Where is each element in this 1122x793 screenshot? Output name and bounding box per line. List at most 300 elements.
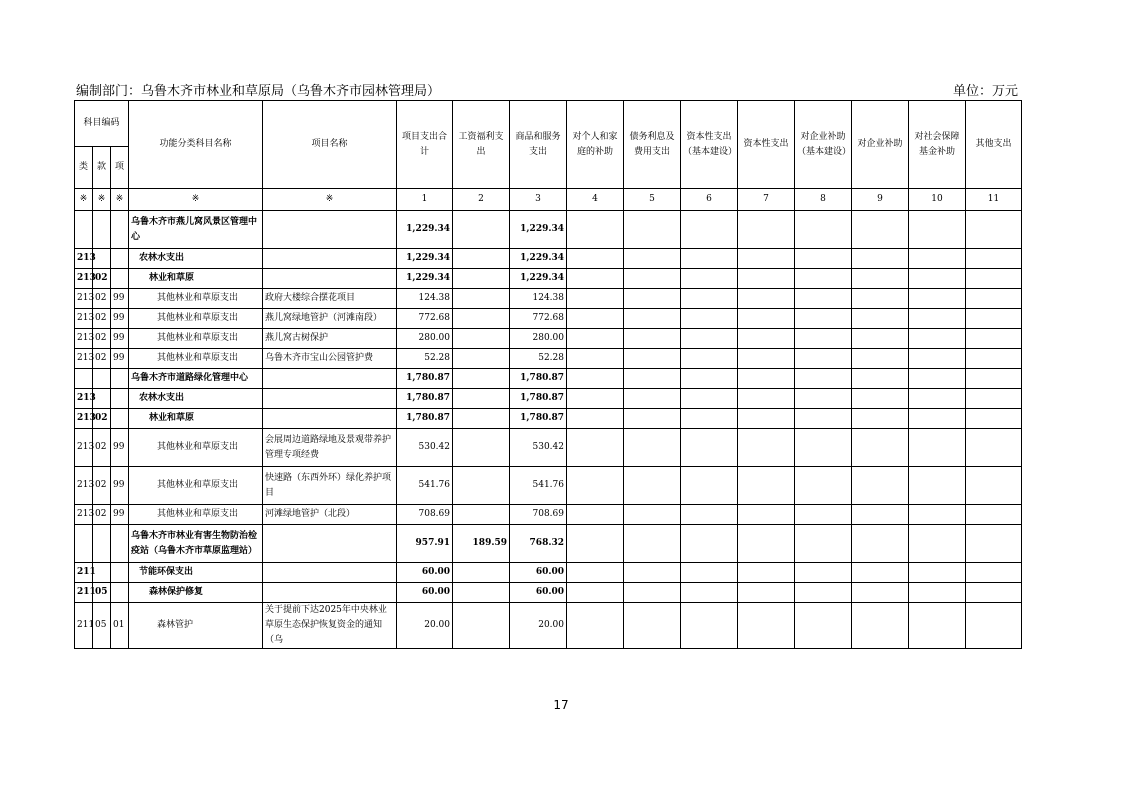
empty-cell [852,389,909,409]
marker-cell: 10 [909,189,966,211]
col-goods: 商品和服务支出 [510,101,567,189]
goods-cell: 1,229.34 [510,249,567,269]
col-enterprise-basic: 对企业补助（基本建设） [795,101,852,189]
empty-cell [966,563,1022,583]
goods-cell: 772.68 [510,309,567,329]
xiang-cell [111,269,129,289]
project-name-cell: 会展周边道路绿地及景观带养护管理专项经费 [263,429,397,467]
goods-cell: 60.00 [510,583,567,603]
kuan-cell [93,369,111,389]
project-name-cell [263,269,397,289]
empty-cell [909,369,966,389]
empty-cell [738,603,795,649]
goods-cell: 60.00 [510,563,567,583]
empty-cell [681,369,738,389]
empty-cell [681,563,738,583]
total-cell: 957.91 [397,525,453,563]
empty-cell [966,525,1022,563]
empty-cell [909,563,966,583]
empty-cell [567,563,624,583]
empty-cell [852,505,909,525]
total-cell: 541.76 [397,467,453,505]
empty-cell [795,563,852,583]
kuan-cell: 02 [93,329,111,349]
kuan-cell [93,211,111,249]
wage-cell [453,269,510,289]
empty-cell [567,603,624,649]
wage-cell [453,467,510,505]
lei-cell: 213 [75,329,93,349]
empty-cell [624,289,681,309]
kuan-cell: 05 [93,603,111,649]
xiang-cell [111,409,129,429]
marker-cell: ※ [111,189,129,211]
empty-cell [852,249,909,269]
empty-cell [681,467,738,505]
table-row [75,467,1022,505]
empty-cell [681,505,738,525]
empty-cell [909,525,966,563]
empty-cell [795,409,852,429]
wage-cell [453,349,510,369]
empty-cell [681,603,738,649]
wage-cell [453,505,510,525]
func-name-cell: 林业和草原 [129,409,263,429]
empty-cell [624,249,681,269]
func-name-cell: 其他林业和草原支出 [129,467,263,505]
func-name-cell: 乌鲁木齐市道路绿化管理中心 [129,369,263,389]
wage-cell [453,389,510,409]
empty-cell [795,583,852,603]
col-total: 项目支出合计 [397,101,453,189]
empty-cell [852,563,909,583]
col-xiang: 项 [111,147,129,189]
empty-cell [966,389,1022,409]
kuan-cell: 02 [93,309,111,329]
empty-cell [567,349,624,369]
col-wage: 工资福利支出 [453,101,510,189]
goods-cell: 124.38 [510,289,567,309]
total-cell: 1,780.87 [397,389,453,409]
empty-cell [738,249,795,269]
func-name-cell: 其他林业和草原支出 [129,289,263,309]
table-row [75,583,1022,603]
empty-cell [624,563,681,583]
goods-cell: 52.28 [510,349,567,369]
empty-cell [909,349,966,369]
project-name-cell [263,583,397,603]
goods-cell: 768.32 [510,525,567,563]
empty-cell [567,409,624,429]
empty-cell [966,309,1022,329]
empty-cell [624,467,681,505]
empty-cell [795,249,852,269]
empty-cell [909,211,966,249]
xiang-cell [111,369,129,389]
empty-cell [624,269,681,289]
marker-cell: 8 [795,189,852,211]
total-cell: 708.69 [397,505,453,525]
col-capital-basic: 资本性支出（基本建设） [681,101,738,189]
marker-cell: 5 [624,189,681,211]
empty-cell [681,269,738,289]
table-row [75,505,1022,525]
table-row [75,349,1022,369]
lei-cell: 213 [75,429,93,467]
empty-cell [738,429,795,467]
xiang-cell [111,583,129,603]
goods-cell: 280.00 [510,329,567,349]
empty-cell [738,309,795,329]
wage-cell [453,309,510,329]
empty-cell [852,289,909,309]
goods-cell: 530.42 [510,429,567,467]
empty-cell [852,309,909,329]
table-row [75,329,1022,349]
total-cell: 530.42 [397,429,453,467]
empty-cell [795,269,852,289]
empty-cell [681,249,738,269]
lei-cell: 213 [75,249,93,269]
marker-row [75,189,1022,211]
func-name-cell: 其他林业和草原支出 [129,429,263,467]
empty-cell [909,505,966,525]
empty-cell [966,211,1022,249]
empty-cell [852,211,909,249]
marker-cell: 1 [397,189,453,211]
goods-cell: 708.69 [510,505,567,525]
empty-cell [909,583,966,603]
empty-cell [795,289,852,309]
wage-cell [453,409,510,429]
total-cell: 1,780.87 [397,369,453,389]
xiang-cell: 99 [111,349,129,369]
total-cell: 1,780.87 [397,409,453,429]
col-func-name: 功能分类科目名称 [129,101,263,189]
empty-cell [681,583,738,603]
kuan-cell: 02 [93,269,111,289]
marker-cell: 7 [738,189,795,211]
empty-cell [681,409,738,429]
col-kuan: 款 [93,147,111,189]
empty-cell [909,269,966,289]
marker-cell: 6 [681,189,738,211]
table-row [75,369,1022,389]
xiang-cell [111,211,129,249]
goods-cell: 1,229.34 [510,211,567,249]
kuan-cell: 02 [93,505,111,525]
empty-cell [624,309,681,329]
empty-cell [795,309,852,329]
empty-cell [624,349,681,369]
empty-cell [795,349,852,369]
marker-cell: ※ [75,189,93,211]
empty-cell [738,525,795,563]
empty-cell [966,349,1022,369]
lei-cell: 213 [75,349,93,369]
empty-cell [738,269,795,289]
empty-cell [795,329,852,349]
total-cell: 1,229.34 [397,249,453,269]
empty-cell [852,329,909,349]
empty-cell [681,349,738,369]
empty-cell [795,603,852,649]
xiang-cell: 99 [111,429,129,467]
wage-cell [453,369,510,389]
empty-cell [624,583,681,603]
empty-cell [738,409,795,429]
empty-cell [624,389,681,409]
lei-cell: 211 [75,583,93,603]
empty-cell [852,409,909,429]
table-row [75,289,1022,309]
wage-cell [453,289,510,309]
empty-cell [738,329,795,349]
project-name-cell: 关于提前下达2025年中央林业草原生态保护恢复资金的通知（乌 [263,603,397,649]
empty-cell [624,525,681,563]
total-cell: 1,229.34 [397,211,453,249]
xiang-cell: 99 [111,329,129,349]
empty-cell [966,603,1022,649]
col-social-security: 对社会保障基金补助 [909,101,966,189]
empty-cell [681,309,738,329]
table-row [75,389,1022,409]
col-subject-code: 科目编码 [75,101,129,147]
project-name-cell [263,249,397,269]
xiang-cell: 99 [111,309,129,329]
kuan-cell: 02 [93,467,111,505]
kuan-cell: 02 [93,289,111,309]
goods-cell: 1,780.87 [510,389,567,409]
func-name-cell: 节能环保支出 [129,563,263,583]
xiang-cell [111,563,129,583]
marker-cell: ※ [93,189,111,211]
lei-cell [75,525,93,563]
table-row [75,409,1022,429]
empty-cell [567,309,624,329]
empty-cell [738,389,795,409]
empty-cell [966,249,1022,269]
lei-cell: 211 [75,563,93,583]
total-cell: 772.68 [397,309,453,329]
empty-cell [795,429,852,467]
xiang-cell [111,249,129,269]
func-name-cell: 其他林业和草原支出 [129,309,263,329]
project-name-cell [263,369,397,389]
empty-cell [966,505,1022,525]
total-cell: 124.38 [397,289,453,309]
empty-cell [567,249,624,269]
marker-cell: ※ [129,189,263,211]
table-row [75,563,1022,583]
empty-cell [966,269,1022,289]
col-enterprise: 对企业补助 [852,101,909,189]
empty-cell [852,269,909,289]
lei-cell [75,369,93,389]
project-name-cell: 河滩绿地管护（北段） [263,505,397,525]
project-name-cell: 快速路（东西外环）绿化养护项目 [263,467,397,505]
goods-cell: 1,780.87 [510,369,567,389]
wage-cell [453,583,510,603]
xiang-cell [111,525,129,563]
project-name-cell [263,409,397,429]
empty-cell [852,369,909,389]
xiang-cell: 01 [111,603,129,649]
table-row [75,309,1022,329]
empty-cell [567,525,624,563]
empty-cell [852,429,909,467]
empty-cell [909,329,966,349]
empty-cell [681,289,738,309]
func-name-cell: 乌鲁木齐市林业有害生物防治检疫站（乌鲁木齐市草原监理站） [129,525,263,563]
project-name-cell: 政府大楼综合摆花项目 [263,289,397,309]
func-name-cell: 森林管护 [129,603,263,649]
wage-cell [453,329,510,349]
empty-cell [567,429,624,467]
goods-cell: 1,780.87 [510,409,567,429]
empty-cell [795,467,852,505]
table-row [75,249,1022,269]
empty-cell [966,429,1022,467]
empty-cell [852,467,909,505]
wage-cell [453,249,510,269]
empty-cell [567,211,624,249]
empty-cell [966,409,1022,429]
empty-cell [852,525,909,563]
func-name-cell: 森林保护修复 [129,583,263,603]
empty-cell [966,583,1022,603]
marker-cell: 9 [852,189,909,211]
func-name-cell: 其他林业和草原支出 [129,505,263,525]
empty-cell [852,349,909,369]
empty-cell [681,429,738,467]
table-row [75,603,1022,649]
lei-cell: 213 [75,389,93,409]
empty-cell [624,429,681,467]
empty-cell [681,389,738,409]
table-row [75,429,1022,467]
empty-cell [738,211,795,249]
empty-cell [567,269,624,289]
col-household: 对个人和家庭的补助 [567,101,624,189]
empty-cell [909,249,966,269]
lei-cell: 213 [75,269,93,289]
empty-cell [795,505,852,525]
empty-cell [624,409,681,429]
empty-cell [624,505,681,525]
empty-cell [909,389,966,409]
total-cell: 280.00 [397,329,453,349]
department-label: 编制部门：乌鲁木齐市林业和草原局（乌鲁木齐市园林管理局） [76,84,441,99]
empty-cell [567,389,624,409]
empty-cell [909,467,966,505]
goods-cell: 541.76 [510,467,567,505]
empty-cell [738,369,795,389]
empty-cell [966,289,1022,309]
marker-cell: 11 [966,189,1022,211]
kuan-cell: 02 [93,429,111,467]
empty-cell [681,329,738,349]
empty-cell [909,289,966,309]
empty-cell [624,369,681,389]
budget-table [74,100,1022,649]
wage-cell [453,603,510,649]
empty-cell [966,467,1022,505]
total-cell: 60.00 [397,583,453,603]
xiang-cell: 99 [111,505,129,525]
empty-cell [567,369,624,389]
empty-cell [738,467,795,505]
wage-cell [453,429,510,467]
empty-cell [681,525,738,563]
empty-cell [909,409,966,429]
lei-cell: 213 [75,467,93,505]
empty-cell [738,505,795,525]
empty-cell [738,289,795,309]
empty-cell [567,583,624,603]
empty-cell [909,309,966,329]
project-name-cell [263,211,397,249]
col-debt: 债务利息及费用支出 [624,101,681,189]
project-name-cell: 燕儿窝绿地管护（河滩南段） [263,309,397,329]
wage-cell [453,211,510,249]
kuan-cell: 05 [93,583,111,603]
marker-cell: 4 [567,189,624,211]
empty-cell [909,429,966,467]
empty-cell [624,211,681,249]
total-cell: 60.00 [397,563,453,583]
unit-label: 单位：万元 [952,84,1018,99]
empty-cell [852,583,909,603]
empty-cell [795,389,852,409]
goods-cell: 20.00 [510,603,567,649]
col-project-name: 项目名称 [263,101,397,189]
wage-cell [453,563,510,583]
marker-cell: ※ [263,189,397,211]
lei-cell: 213 [75,309,93,329]
table-row [75,211,1022,249]
lei-cell: 213 [75,505,93,525]
xiang-cell [111,389,129,409]
project-name-cell [263,563,397,583]
table-row [75,269,1022,289]
empty-cell [681,211,738,249]
col-lei: 类 [75,147,93,189]
lei-cell: 213 [75,289,93,309]
marker-cell: 2 [453,189,510,211]
xiang-cell: 99 [111,289,129,309]
empty-cell [567,467,624,505]
total-cell: 52.28 [397,349,453,369]
project-name-cell: 燕儿窝古树保护 [263,329,397,349]
kuan-cell: 02 [93,349,111,369]
marker-cell: 3 [510,189,567,211]
func-name-cell: 农林水支出 [129,389,263,409]
project-name-cell [263,389,397,409]
col-other: 其他支出 [966,101,1022,189]
xiang-cell: 99 [111,467,129,505]
empty-cell [909,603,966,649]
lei-cell: 213 [75,409,93,429]
empty-cell [795,369,852,389]
kuan-cell: 02 [93,409,111,429]
func-name-cell: 其他林业和草原支出 [129,329,263,349]
total-cell: 1,229.34 [397,269,453,289]
kuan-cell [93,525,111,563]
table-row [75,525,1022,563]
project-name-cell: 乌鲁木齐市宝山公园管护费 [263,349,397,369]
empty-cell [624,603,681,649]
